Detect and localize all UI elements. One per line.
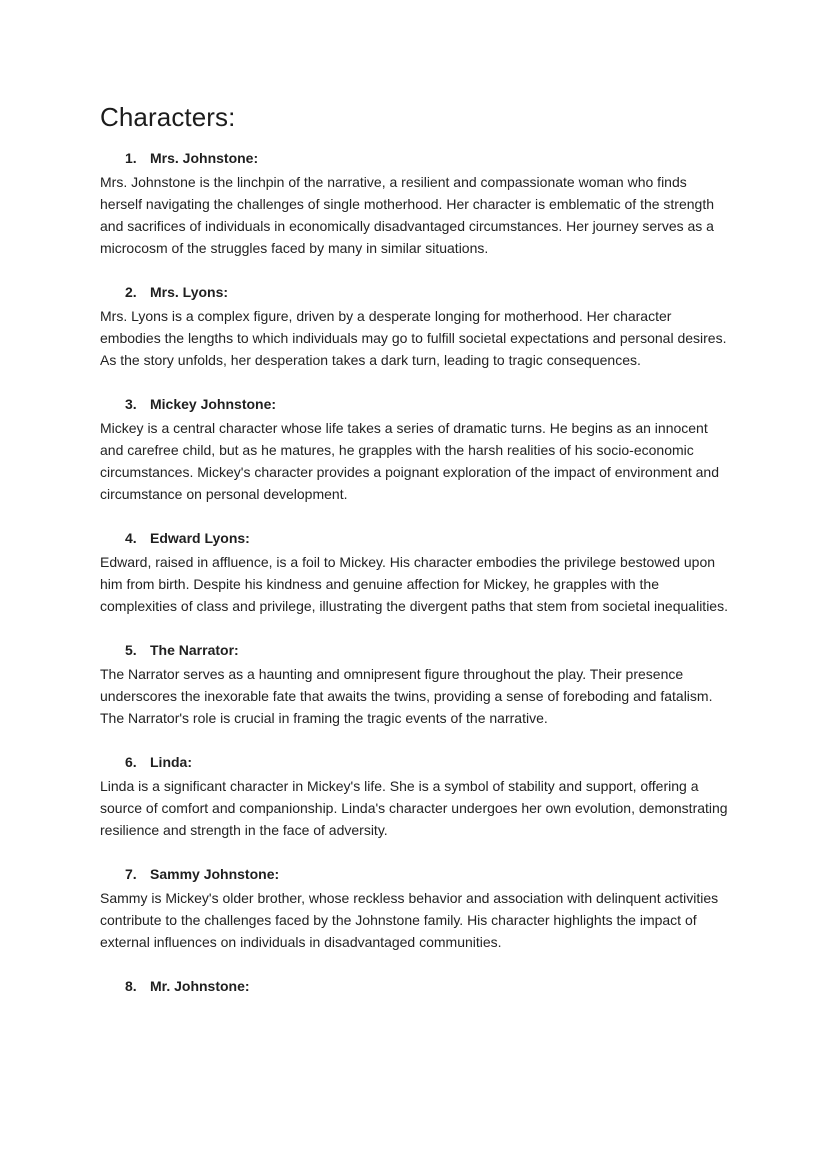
character-description: Mickey is a central character whose life takes a series of dramatic turns. He begins as an innocent and carefree child, but as he matures, he grapples with the harsh realities of his socio-economic circumstances. Mickey's character provides a poignant exploration of the impact of environment and circumstance on personal development. (100, 420, 719, 502)
character-name: Edward Lyons: (150, 530, 250, 546)
character-name: Mr. Johnstone: (150, 978, 250, 994)
character-name: The Narrator: (150, 642, 239, 658)
character-description: Mrs. Johnstone is the linchpin of the narrative, a resilient and compassionate woman who finds herself navigating the challenges of single motherhood. Her character is emblematic of the strength and sacrifices of individuals in economically disadvantaged circumstances. Her journey serves as a microcosm of the struggles faced by many in similar situations. (100, 174, 715, 256)
character-entry (100, 751, 730, 841)
character-number: 8. (125, 978, 137, 994)
character-heading (100, 863, 730, 885)
character-heading (100, 639, 730, 661)
character-description: The Narrator serves as a haunting and omnipresent figure throughout the play. Their presence underscores the inexorable fate that awaits the twins, providing a sense of foreboding and fatalism. The Narrator's role is crucial in framing the tragic events of the narrative. (100, 666, 713, 726)
character-entry (100, 147, 730, 259)
character-entry (100, 639, 730, 729)
character-number: 4. (125, 530, 137, 546)
character-name: Mrs. Johnstone: (150, 150, 259, 166)
character-number: 5. (125, 642, 137, 658)
character-heading (100, 281, 730, 303)
character-entry (100, 393, 730, 505)
character-number: 3. (125, 396, 137, 412)
character-heading (100, 751, 730, 773)
character-name: Mickey Johnstone: (150, 396, 277, 412)
character-entry (100, 975, 730, 997)
character-number: 6. (125, 754, 137, 770)
character-entry (100, 281, 730, 371)
character-number: 1. (125, 150, 137, 166)
character-number: 7. (125, 866, 137, 882)
character-description: Linda is a significant character in Mickey's life. She is a symbol of stability and support, offering a source of comfort and companionship. Linda's character undergoes her own evolution, demonstrating resilience and strength in the face of adversity. (100, 778, 728, 838)
character-entry (100, 527, 730, 617)
character-name: Mrs. Lyons: (150, 284, 229, 300)
page-title: Characters: (100, 102, 236, 132)
character-heading (100, 147, 730, 169)
character-name: Linda: (150, 754, 192, 770)
character-heading (100, 393, 730, 415)
character-description: Mrs. Lyons is a complex figure, driven by a desperate longing for motherhood. Her character embodies the lengths to which individuals may go to fulfill societal expectations and personal desires. As the story unfolds, her desperation takes a dark turn, leading to tragic consequences. (100, 308, 727, 368)
character-description: Sammy is Mickey's older brother, whose reckless behavior and association with delinquent activities contribute to the challenges faced by the Johnstone family. His character highlights the impact of external influences on individuals in disadvantaged communities. (100, 890, 719, 950)
character-heading (100, 975, 730, 997)
character-entry (100, 863, 730, 953)
character-name: Sammy Johnstone: (150, 866, 280, 882)
character-list (100, 147, 730, 1019)
character-number: 2. (125, 284, 137, 300)
character-description: Edward, raised in affluence, is a foil to Mickey. His character embodies the privilege bestowed upon him from birth. Despite his kindness and genuine affection for Mickey, he grapples with the complexities of class and privilege, illustrating the divergent paths that stem from societal inequalities. (100, 554, 728, 614)
character-heading (100, 527, 730, 549)
